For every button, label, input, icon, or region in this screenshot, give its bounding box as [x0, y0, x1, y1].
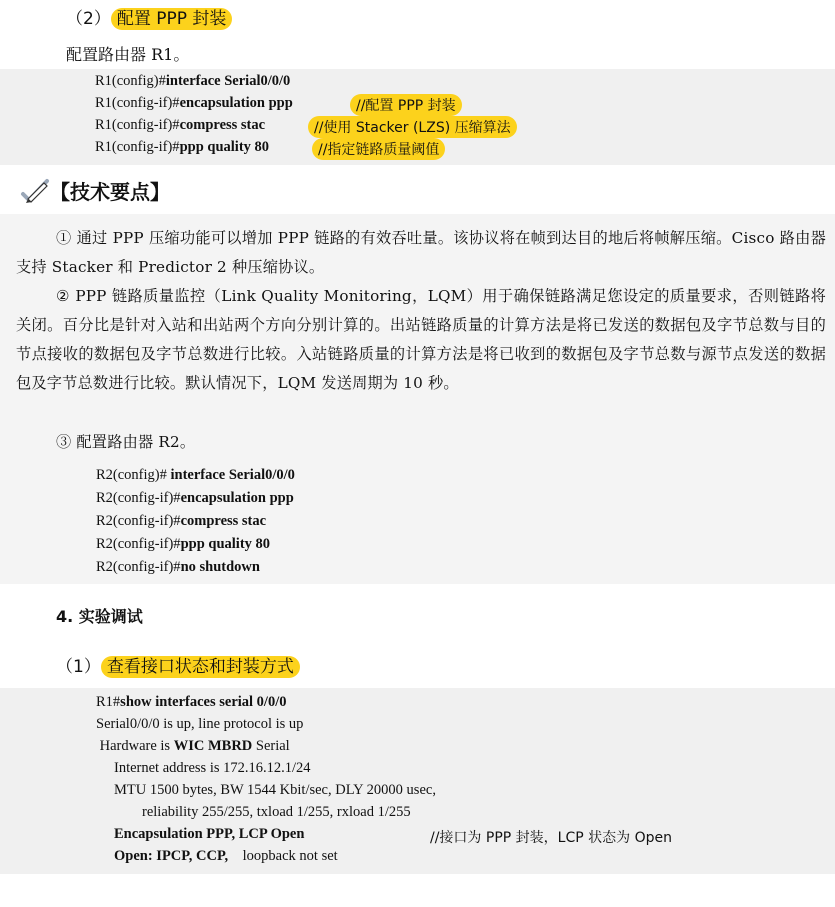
comment-quality: //指定链路质量阈值 [312, 138, 445, 160]
show-code-line: Hardware is WIC MBRD Serial [96, 738, 290, 754]
step-number: （2） [66, 9, 111, 29]
comment-encapsulation: //配置 PPP 封装 [350, 94, 462, 116]
pencil-check-icon [20, 177, 50, 205]
paragraph-1: ① 通过 PPP 压缩功能可以增加 PPP 链路的有效吞吐量。该协议将在帧到达目的地后将帧解压缩。Cisco 路由器支持 Stacker 和 Predictor 2 种压缩协议。 [16, 229, 826, 276]
step-2-heading [66, 4, 232, 29]
r2-code-line: R2(config-if)#compress stac [96, 513, 267, 529]
tech-points-header [20, 176, 170, 205]
r2-code-block [96, 465, 295, 594]
r2-code-line: R2(config)# interface Serial0/0/0 [96, 467, 295, 483]
step-number: （1） [56, 657, 101, 677]
step-title-highlight: 配置 PPP 封装 [111, 8, 233, 30]
intro-r1: 配置路由器 R1。 [66, 45, 190, 64]
r2-code-line: R2(config-if)#ppp quality 80 [96, 536, 271, 552]
r2-code-line: R2(config-if)#encapsulation ppp [96, 490, 294, 506]
show-interfaces-block [0, 688, 835, 874]
r1-code-block [0, 69, 835, 165]
show-code-line: MTU 1500 bytes, BW 1544 Kbit/sec, DLY 20000 usec, [114, 782, 436, 798]
r1-code-line: R1(config-if)#compress stac [95, 117, 266, 133]
tech-points-title: 【技术要点】 [50, 180, 170, 204]
r1-code-line: R1(config-if)#ppp quality 80 [95, 139, 270, 155]
show-code-line: Encapsulation PPP, LCP Open [114, 826, 305, 842]
step-1-heading [56, 652, 300, 677]
show-code-line: Internet address is 172.16.12.1/24 [114, 760, 311, 776]
section-4-title: 4. 实验调试 [56, 607, 143, 626]
show-code-line: Open: IPCP, CCP, loopback not set [114, 848, 338, 864]
paragraph-2: ② PPP 链路质量监控（Link Quality Monitoring，LQM）用于确保链路满足您设定的质量要求，否则链路将关闭。百分比是针对入站和出站两个方向分别计算的。出站链路质量的计算方法是将已发送的数据包及字节总数与目的节点接收的数据包及字节总数进行比较。入站链路质量的计算方法是将已收到的数据包及字节总数与源节点发送的数据包及字节总数进行比较。默认情况下，LQM 发送周期为 10 秒。 [16, 287, 826, 392]
comment-compress: //使用 Stacker (LZS) 压缩算法 [308, 116, 517, 138]
show-code-line: Serial0/0/0 is up, line protocol is up [96, 716, 304, 732]
show-code-line: reliability 255/255, txload 1/255, rxload 1/255 [142, 804, 411, 820]
r1-code-line: R1(config)#interface Serial0/0/0 [95, 73, 291, 89]
paragraph-3: ③ 配置路由器 R2。 [56, 433, 196, 451]
r2-code-line: R2(config-if)#no shutdown [96, 559, 260, 575]
show-code-line: R1#show interfaces serial 0/0/0 [96, 694, 287, 710]
step-title-highlight: 查看接口状态和封装方式 [101, 656, 300, 678]
r1-code-line: R1(config-if)#encapsulation ppp [95, 95, 293, 111]
comment-encapsulation-status: //接口为 PPP 封装，LCP 状态为 Open [430, 830, 672, 846]
